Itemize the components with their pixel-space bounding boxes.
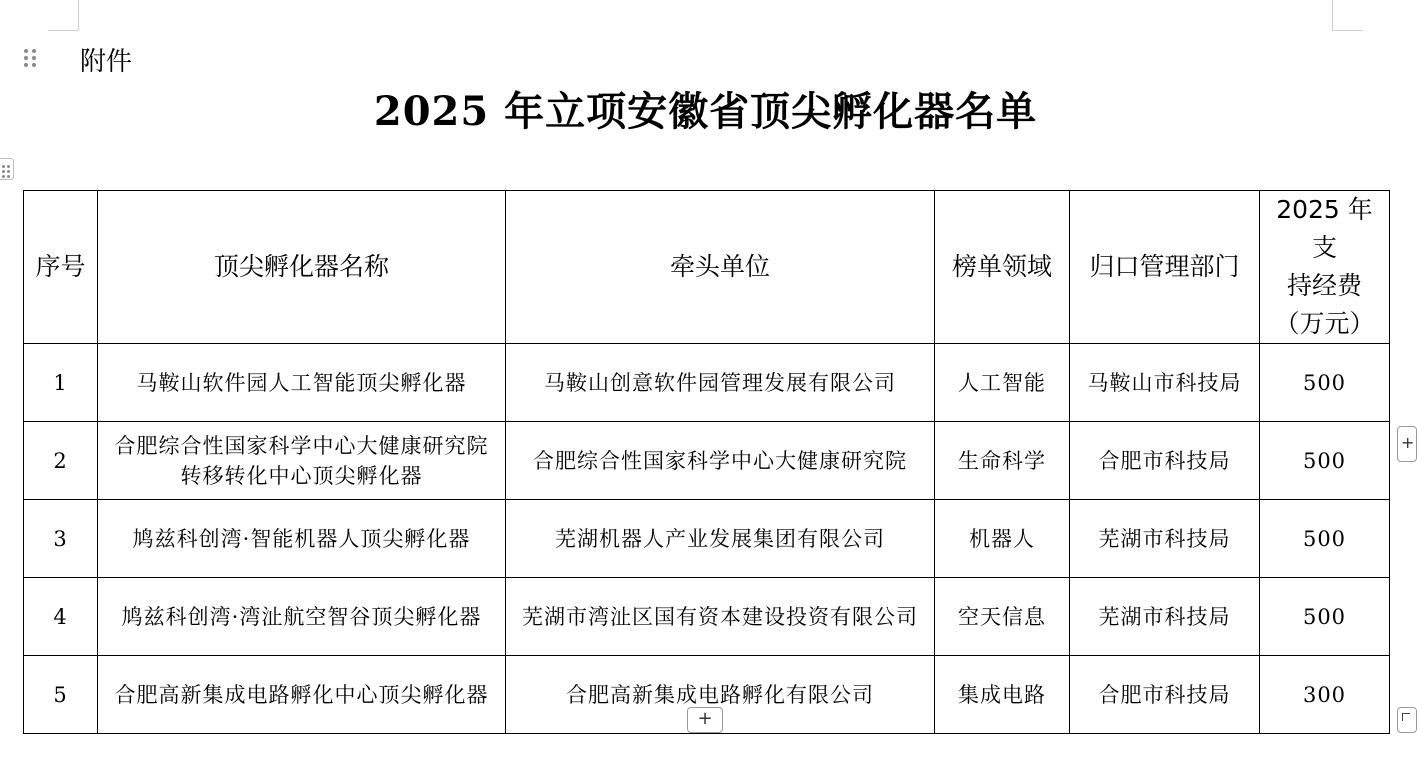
cell-lead-unit[interactable]: 芜湖市湾沚区国有资本建设投资有限公司 [506, 578, 935, 656]
cell-incubator-name-line1: 合肥综合性国家科学中心大健康研究院 [114, 433, 489, 458]
block-drag-handle-icon[interactable] [24, 47, 38, 67]
cell-funding[interactable]: 300 [1260, 656, 1390, 734]
cell-lead-unit[interactable]: 芜湖机器人产业发展集团有限公司 [506, 500, 935, 578]
resize-corner-icon[interactable] [1397, 707, 1417, 733]
table-row [24, 500, 1390, 578]
cell-incubator-name[interactable]: 合肥高新集成电路孵化中心顶尖孵化器 [98, 656, 506, 734]
header-department[interactable]: 归口管理部门 [1070, 191, 1260, 344]
header-funding-line1: 2025 年支 [1276, 195, 1373, 262]
cell-lead-unit[interactable]: 合肥综合性国家科学中心大健康研究院 [506, 422, 935, 500]
document-title: 2025 年立项安徽省顶尖孵化器名单 [373, 88, 1038, 135]
cell-field[interactable]: 生命科学 [935, 422, 1070, 500]
cell-incubator-name-line2: 转移转化中心顶尖孵化器 [180, 463, 423, 488]
cell-department[interactable]: 马鞍山市科技局 [1070, 344, 1260, 422]
header-funding-line3: （万元） [1274, 309, 1375, 338]
cell-incubator-name[interactable]: 鸠兹科创湾·智能机器人顶尖孵化器 [98, 500, 506, 578]
plus-icon: + [697, 708, 713, 729]
add-column-button[interactable] [1397, 426, 1417, 462]
cell-funding[interactable]: 500 [1260, 344, 1390, 422]
header-funding-line2: 持经费 [1286, 271, 1362, 300]
cell-seq[interactable]: 3 [24, 500, 98, 578]
attachment-label: 附件 [80, 47, 133, 77]
cell-incubator-name[interactable]: 鸠兹科创湾·湾沚航空智谷顶尖孵化器 [98, 578, 506, 656]
header-incubator-name[interactable]: 顶尖孵化器名称 [98, 191, 506, 344]
cell-department[interactable]: 合肥市科技局 [1070, 422, 1260, 500]
table-row [24, 422, 1390, 500]
page-corner-mark-right [1332, 0, 1363, 31]
cell-lead-unit[interactable]: 马鞍山创意软件园管理发展有限公司 [506, 344, 935, 422]
cell-incubator-name[interactable] [98, 422, 506, 500]
page-corner-mark-left [48, 0, 79, 31]
cell-department[interactable]: 芜湖市科技局 [1070, 500, 1260, 578]
header-seq[interactable]: 序号 [24, 191, 98, 344]
cell-field[interactable]: 机器人 [935, 500, 1070, 578]
table-row [24, 578, 1390, 656]
cell-field[interactable]: 空天信息 [935, 578, 1070, 656]
cell-seq[interactable]: 2 [24, 422, 98, 500]
plus-icon: + [1401, 433, 1415, 452]
incubator-table [23, 190, 1390, 734]
cell-seq[interactable]: 5 [24, 656, 98, 734]
cell-seq[interactable]: 1 [24, 344, 98, 422]
add-row-button[interactable] [687, 707, 723, 733]
cell-department[interactable]: 合肥市科技局 [1070, 656, 1260, 734]
cell-funding[interactable]: 500 [1260, 578, 1390, 656]
table-move-icon[interactable] [0, 158, 14, 180]
cell-funding[interactable]: 500 [1260, 500, 1390, 578]
cell-lead-unit[interactable]: 合肥高新集成电路孵化有限公司 [506, 656, 935, 734]
cell-funding[interactable]: 500 [1260, 422, 1390, 500]
header-field[interactable]: 榜单领域 [935, 191, 1070, 344]
header-funding[interactable] [1260, 191, 1390, 344]
cell-field[interactable]: 集成电路 [935, 656, 1070, 734]
cell-field[interactable]: 人工智能 [935, 344, 1070, 422]
header-lead-unit[interactable]: 牵头单位 [506, 191, 935, 344]
table-header-row [24, 191, 1390, 344]
cell-incubator-name[interactable]: 马鞍山软件园人工智能顶尖孵化器 [98, 344, 506, 422]
table-row [24, 344, 1390, 422]
cell-department[interactable]: 芜湖市科技局 [1070, 578, 1260, 656]
cell-seq[interactable]: 4 [24, 578, 98, 656]
